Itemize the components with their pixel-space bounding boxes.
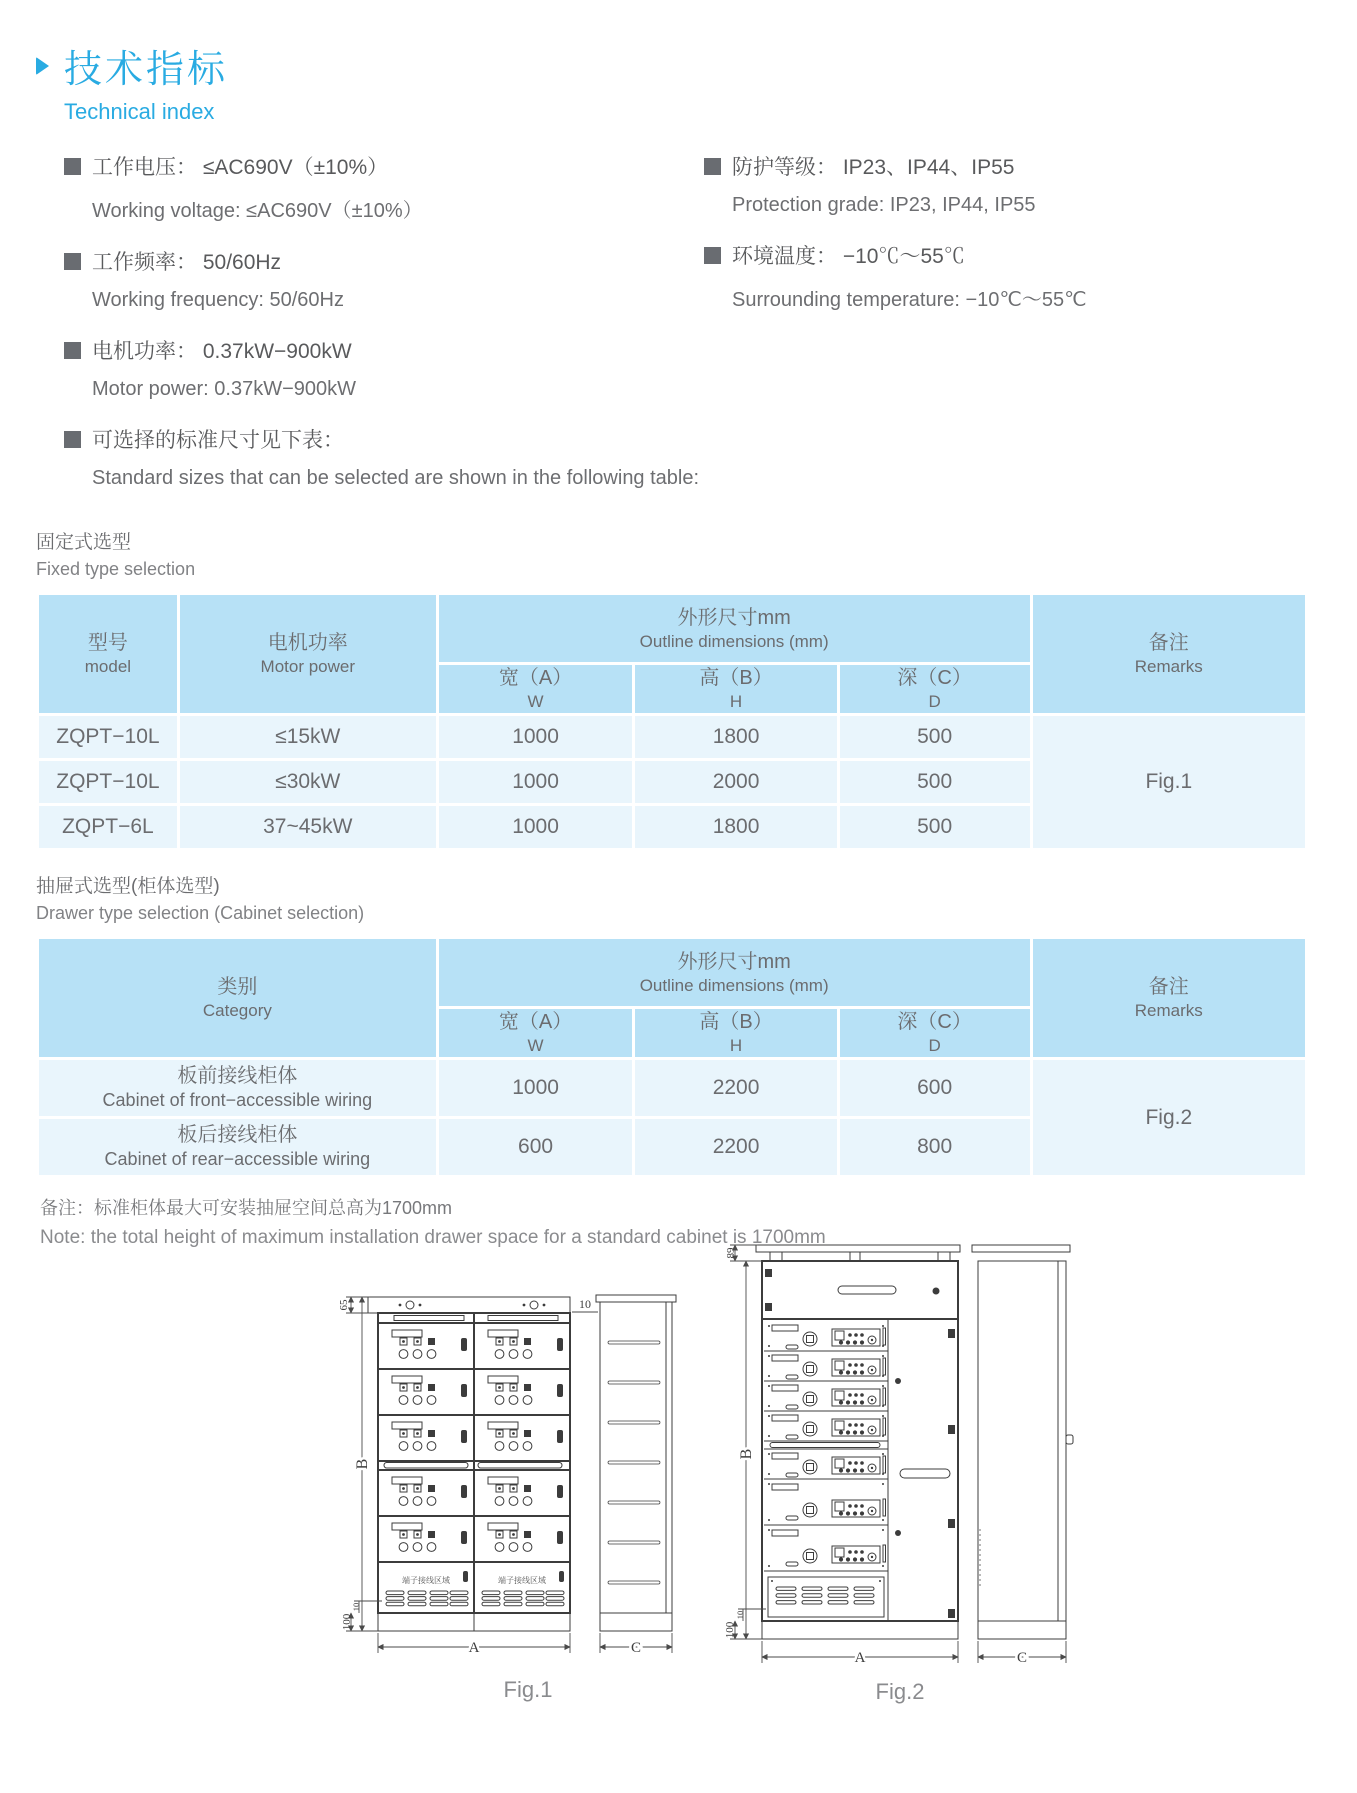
spec-protection-grade — [704, 151, 1324, 217]
spec-working-frequency — [64, 246, 704, 312]
fig2-dim-top: 89 — [725, 1247, 737, 1259]
spec-en-text: Working voltage: ≤AC690V（±10%） — [92, 200, 423, 222]
spec-en-text: Working frequency: 50/60Hz — [92, 289, 344, 311]
col-header-model — [38, 594, 179, 715]
fig1-dim-height: B — [354, 1458, 371, 1470]
header-en: H — [729, 692, 743, 711]
spec-working-voltage — [64, 151, 704, 223]
spec-en-text: Protection grade: IP23, IP44, IP55 — [732, 194, 1036, 216]
cell-power: ≤15kW — [178, 715, 437, 760]
section-label-en: Drawer type selection (Cabinet selection) — [36, 903, 365, 923]
cell-width: 1000 — [437, 760, 634, 805]
table-row — [38, 1059, 1307, 1118]
header-zh: 电机功率 — [267, 632, 348, 654]
fig2-dim-base: 100 — [724, 1621, 736, 1639]
page-title-zh: 技术指标 — [64, 49, 229, 91]
cell-height: 2200 — [634, 1059, 838, 1118]
page-header — [36, 38, 1357, 125]
cell-width: 600 — [437, 1118, 634, 1177]
fig1-fixed-cabinet-drawing — [338, 1271, 688, 1703]
header-en: D — [928, 692, 941, 711]
cell-depth: 500 — [838, 715, 1031, 760]
cell-width: 1000 — [437, 1059, 634, 1118]
drawer-type-section-label — [36, 871, 1357, 924]
header-en: H — [729, 1036, 743, 1055]
cell-power: 37~45kW — [178, 805, 437, 850]
cell-model: ZQPT−10L — [38, 760, 179, 805]
header-en: Outline dimensions (mm) — [639, 975, 829, 995]
category-en: Cabinet of rear−accessible wiring — [104, 1149, 371, 1169]
header-en: model — [84, 657, 132, 676]
bullet-square-icon — [64, 431, 81, 448]
fig1-dim-gap: 10 — [351, 1602, 361, 1612]
header-en: Motor power — [260, 657, 356, 676]
cell-remark: Fig.2 — [1031, 1059, 1306, 1177]
fig2-dim-gap: 10 — [735, 1610, 745, 1620]
spec-motor-power — [64, 335, 704, 401]
fixed-type-section-label — [36, 527, 1357, 580]
cell-depth: 500 — [838, 760, 1031, 805]
category-zh: 板后接线柜体 — [177, 1124, 298, 1146]
spec-zh-text: 工作电压： ≤AC690V（±10%） — [92, 156, 389, 179]
bullet-square-icon — [64, 342, 81, 359]
fig1-caption: Fig.1 — [503, 1677, 553, 1702]
col-header-depth — [838, 1008, 1031, 1059]
header-zh: 深（C） — [897, 667, 972, 689]
spec-zh-text: 电机功率： 0.37kW−900kW — [92, 340, 352, 363]
figure-area — [0, 1247, 1357, 1793]
section-arrow-icon — [36, 57, 49, 75]
bullet-square-icon — [64, 253, 81, 270]
cell-height: 1800 — [634, 715, 838, 760]
col-header-width — [437, 664, 634, 715]
spec-list — [64, 151, 1357, 513]
col-header-height — [634, 1008, 838, 1059]
spec-surrounding-temperature — [704, 240, 1324, 312]
fig2-dim-height: B — [738, 1448, 755, 1460]
header-en: Remarks — [1134, 657, 1203, 676]
cell-model: ZQPT−10L — [38, 715, 179, 760]
col-header-motor-power — [178, 594, 437, 715]
spec-zh-text: 可选择的标准尺寸见下表： — [92, 429, 344, 452]
header-zh: 宽（A） — [498, 1011, 573, 1033]
fig1-dim-depth: C — [630, 1640, 642, 1656]
header-zh: 宽（A） — [498, 667, 573, 689]
cell-width: 1000 — [437, 715, 634, 760]
col-header-remarks — [1031, 938, 1306, 1059]
header-zh: 高（B） — [699, 667, 773, 689]
cell-depth: 600 — [838, 1059, 1031, 1118]
header-zh: 深（C） — [897, 1011, 972, 1033]
page-title-en: Technical index — [64, 99, 215, 124]
fig2-caption: Fig.2 — [875, 1679, 925, 1704]
fig1-dim-width: A — [468, 1640, 480, 1656]
cell-category — [38, 1059, 438, 1118]
category-zh: 板前接线柜体 — [177, 1065, 298, 1087]
table-row — [38, 715, 1307, 760]
drawer-type-table — [36, 936, 1308, 1178]
header-zh: 备注 — [1148, 976, 1189, 998]
spec-en-text: Motor power: 0.37kW−900kW — [92, 378, 356, 400]
cell-height: 2200 — [634, 1118, 838, 1177]
cell-depth: 500 — [838, 805, 1031, 850]
fig1-dim-top-right: 10 — [579, 1297, 591, 1311]
category-en: Cabinet of front−accessible wiring — [102, 1090, 373, 1110]
bullet-square-icon — [704, 158, 721, 175]
cell-remark: Fig.1 — [1031, 715, 1306, 850]
header-en: W — [527, 1036, 544, 1055]
terminal-area-label: 端子接线区域 — [402, 1576, 450, 1585]
header-zh: 类别 — [217, 976, 258, 998]
header-en: Category — [202, 1001, 272, 1020]
cell-model: ZQPT−6L — [38, 805, 179, 850]
header-zh: 高（B） — [699, 1011, 773, 1033]
cell-depth: 800 — [838, 1118, 1031, 1177]
header-en: Outline dimensions (mm) — [639, 631, 829, 651]
spec-zh-text: 工作频率： 50/60Hz — [92, 251, 282, 274]
bullet-square-icon — [64, 158, 81, 175]
note-en: Note: the total height of maximum installation drawer space for a standard cabinet is 1700mm — [40, 1227, 826, 1248]
spec-column-left — [64, 151, 704, 513]
col-header-outline-dimensions — [437, 594, 1031, 664]
spec-en-text: Surrounding temperature: −10℃～55℃ — [732, 289, 1087, 311]
cell-width: 1000 — [437, 805, 634, 850]
spec-en-text: Standard sizes that can be selected are shown in the following table: — [92, 467, 700, 489]
fig1-dim-top: 65 — [338, 1299, 350, 1311]
spec-zh-text: 环境温度： −10℃～55℃ — [732, 245, 965, 268]
cell-height: 2000 — [634, 760, 838, 805]
fig2-drawer-cabinet-drawing — [722, 1229, 1082, 1707]
section-label-zh: 固定式选型 — [36, 532, 132, 553]
header-zh: 型号 — [87, 632, 128, 654]
header-zh: 外形尺寸mm — [677, 606, 791, 629]
fig2-dim-width: A — [854, 1650, 866, 1666]
header-zh: 外形尺寸mm — [677, 950, 791, 973]
cell-height: 1800 — [634, 805, 838, 850]
col-header-category — [38, 938, 438, 1059]
fixed-type-table — [36, 592, 1308, 851]
col-header-height — [634, 664, 838, 715]
section-label-zh: 抽屉式选型(柜体选型) — [36, 876, 220, 897]
fig1-dim-base: 100 — [341, 1613, 353, 1631]
spec-zh-text: 防护等级： IP23、IP44、IP55 — [732, 156, 1015, 179]
cell-power: ≤30kW — [178, 760, 437, 805]
cell-category — [38, 1118, 438, 1177]
fig2-dim-depth: C — [1016, 1650, 1028, 1666]
header-en: W — [527, 692, 544, 711]
header-en: Remarks — [1134, 1001, 1203, 1020]
col-header-width — [437, 1008, 634, 1059]
bullet-square-icon — [704, 247, 721, 264]
col-header-remarks — [1031, 594, 1306, 715]
header-en: D — [928, 1036, 941, 1055]
col-header-depth — [838, 664, 1031, 715]
table-note — [40, 1194, 1357, 1249]
spec-table-intro — [64, 424, 704, 490]
header-zh: 备注 — [1148, 632, 1189, 654]
spec-column-right — [704, 151, 1324, 513]
note-zh: 备注：标准柜体最大可安装抽屉空间总高为1700mm — [40, 1198, 453, 1218]
section-label-en: Fixed type selection — [36, 559, 196, 579]
col-header-outline-dimensions — [437, 938, 1031, 1008]
terminal-area-label: 端子接线区域 — [498, 1576, 546, 1585]
